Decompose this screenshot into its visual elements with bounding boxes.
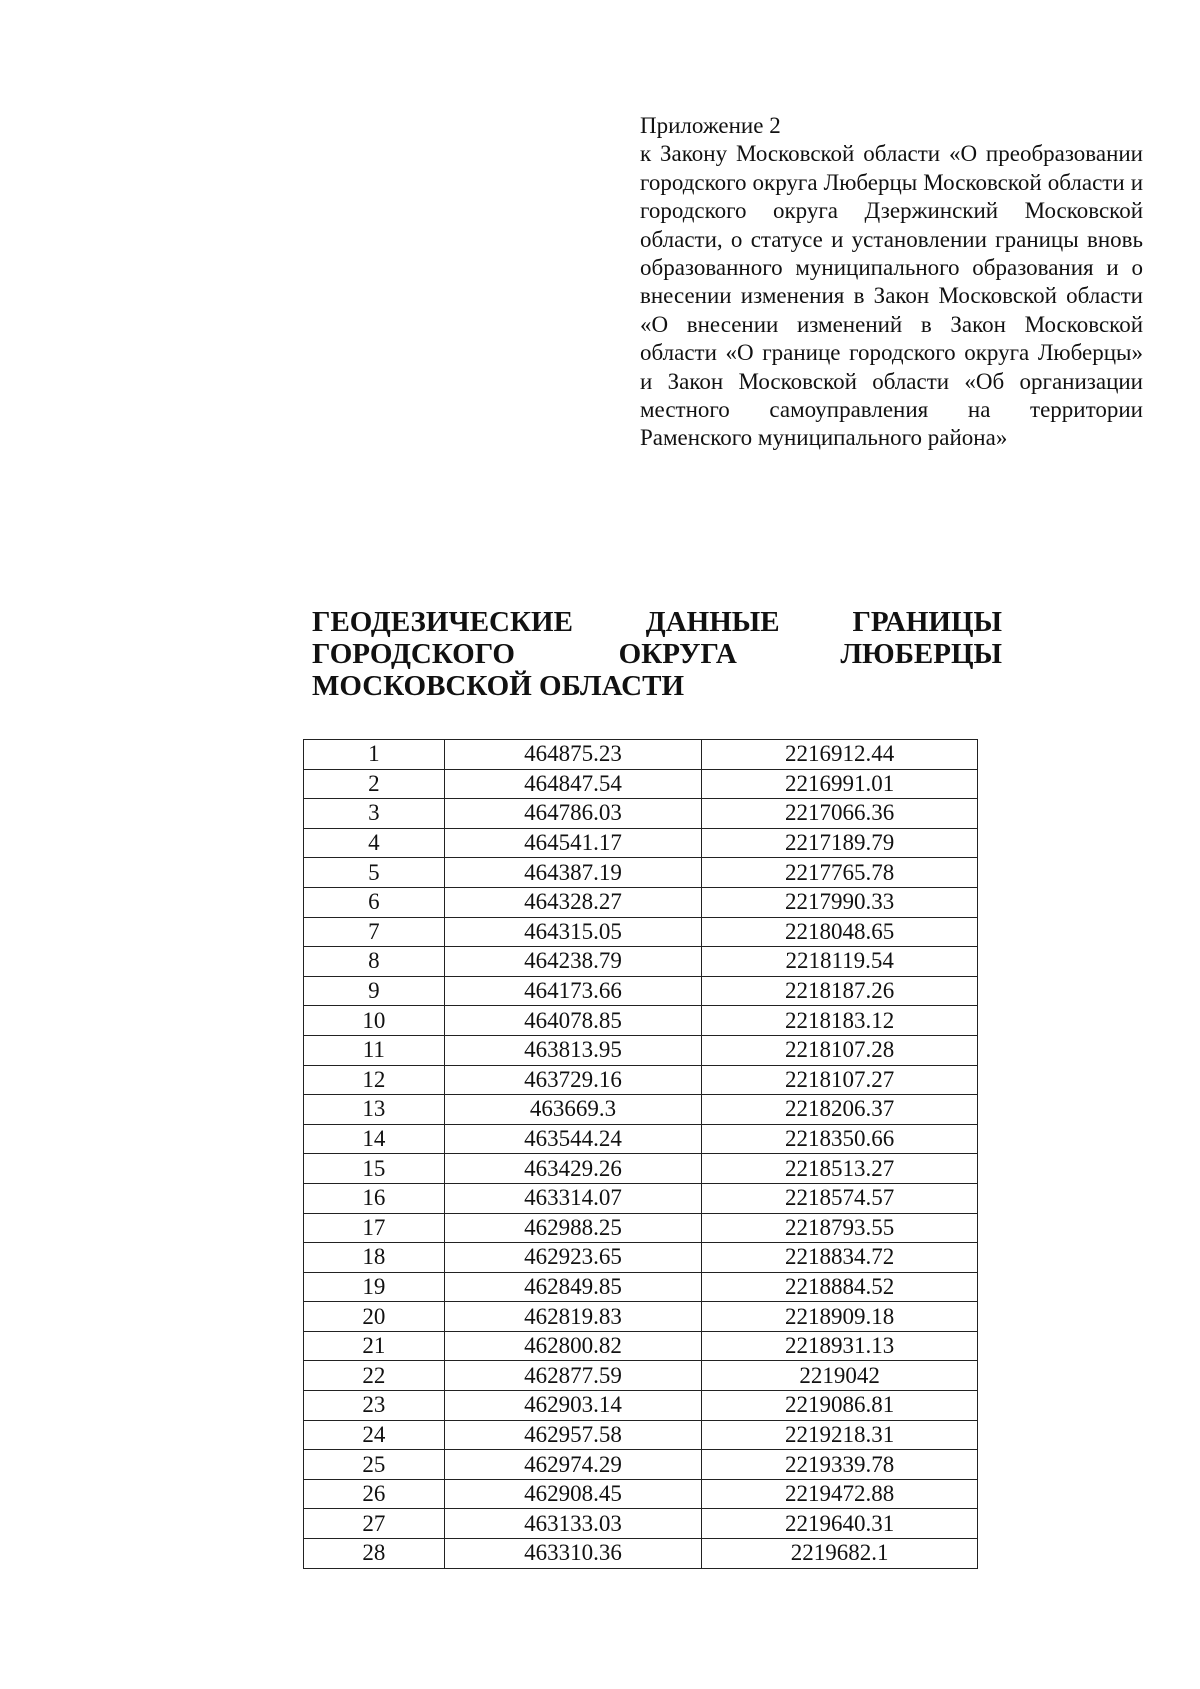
table-row xyxy=(304,769,978,799)
point-number-cell: 15 xyxy=(304,1154,445,1184)
y-coordinate-cell: 2218183.12 xyxy=(702,1006,978,1036)
table-row xyxy=(304,1006,978,1036)
table-row xyxy=(304,1391,978,1421)
table-row xyxy=(304,1183,978,1213)
x-coordinate-cell: 464786.03 xyxy=(444,799,702,829)
y-coordinate-cell: 2218793.55 xyxy=(702,1213,978,1243)
x-coordinate-cell: 464875.23 xyxy=(444,740,702,770)
x-coordinate-cell: 464078.85 xyxy=(444,1006,702,1036)
x-coordinate-cell: 462957.58 xyxy=(444,1420,702,1450)
table-row xyxy=(304,799,978,829)
point-number-cell: 1 xyxy=(304,740,445,770)
x-coordinate-cell: 463429.26 xyxy=(444,1154,702,1184)
point-number-cell: 25 xyxy=(304,1450,445,1480)
table-row xyxy=(304,1420,978,1450)
y-coordinate-cell: 2218909.18 xyxy=(702,1302,978,1332)
point-number-cell: 17 xyxy=(304,1213,445,1243)
table-row xyxy=(304,858,978,888)
y-coordinate-cell: 2219086.81 xyxy=(702,1391,978,1421)
y-coordinate-cell: 2219682.1 xyxy=(702,1539,978,1569)
y-coordinate-cell: 2218107.28 xyxy=(702,1035,978,1065)
x-coordinate-cell: 464173.66 xyxy=(444,976,702,1006)
table-row xyxy=(304,947,978,977)
y-coordinate-cell: 2218574.57 xyxy=(702,1183,978,1213)
point-number-cell: 12 xyxy=(304,1065,445,1095)
x-coordinate-cell: 462908.45 xyxy=(444,1479,702,1509)
x-coordinate-cell: 463133.03 xyxy=(444,1509,702,1539)
coordinates-table-body xyxy=(304,740,978,1569)
y-coordinate-cell: 2217990.33 xyxy=(702,887,978,917)
y-coordinate-cell: 2218119.54 xyxy=(702,947,978,977)
point-number-cell: 14 xyxy=(304,1124,445,1154)
point-number-cell: 8 xyxy=(304,947,445,977)
x-coordinate-cell: 464387.19 xyxy=(444,858,702,888)
point-number-cell: 22 xyxy=(304,1361,445,1391)
title-word: ДАННЫЕ xyxy=(645,606,780,638)
point-number-cell: 9 xyxy=(304,976,445,1006)
point-number-cell: 19 xyxy=(304,1272,445,1302)
table-row xyxy=(304,887,978,917)
appendix-label: Приложение 2 xyxy=(640,113,781,138)
x-coordinate-cell: 464328.27 xyxy=(444,887,702,917)
point-number-cell: 13 xyxy=(304,1095,445,1125)
table-row xyxy=(304,1154,978,1184)
y-coordinate-cell: 2218048.65 xyxy=(702,917,978,947)
title-line-1 xyxy=(312,606,1002,638)
point-number-cell: 7 xyxy=(304,917,445,947)
point-number-cell: 2 xyxy=(304,769,445,799)
y-coordinate-cell: 2218187.26 xyxy=(702,976,978,1006)
x-coordinate-cell: 462903.14 xyxy=(444,1391,702,1421)
point-number-cell: 4 xyxy=(304,828,445,858)
table-row xyxy=(304,1213,978,1243)
table-row xyxy=(304,1065,978,1095)
table-row xyxy=(304,1243,978,1273)
x-coordinate-cell: 464541.17 xyxy=(444,828,702,858)
y-coordinate-cell: 2219640.31 xyxy=(702,1509,978,1539)
y-coordinate-cell: 2218206.37 xyxy=(702,1095,978,1125)
table-row xyxy=(304,1450,978,1480)
y-coordinate-cell: 2219339.78 xyxy=(702,1450,978,1480)
title-line-2 xyxy=(312,638,1002,670)
document-title xyxy=(312,606,1002,702)
x-coordinate-cell: 463310.36 xyxy=(444,1539,702,1569)
table-row xyxy=(304,917,978,947)
x-coordinate-cell: 462974.29 xyxy=(444,1450,702,1480)
point-number-cell: 20 xyxy=(304,1302,445,1332)
x-coordinate-cell: 462877.59 xyxy=(444,1361,702,1391)
y-coordinate-cell: 2216912.44 xyxy=(702,740,978,770)
point-number-cell: 18 xyxy=(304,1243,445,1273)
point-number-cell: 5 xyxy=(304,858,445,888)
x-coordinate-cell: 463813.95 xyxy=(444,1035,702,1065)
table-row xyxy=(304,1479,978,1509)
y-coordinate-cell: 2218931.13 xyxy=(702,1331,978,1361)
y-coordinate-cell: 2218884.52 xyxy=(702,1272,978,1302)
x-coordinate-cell: 463669.3 xyxy=(444,1095,702,1125)
table-row xyxy=(304,1539,978,1569)
y-coordinate-cell: 2217066.36 xyxy=(702,799,978,829)
table-row xyxy=(304,828,978,858)
point-number-cell: 24 xyxy=(304,1420,445,1450)
point-number-cell: 27 xyxy=(304,1509,445,1539)
point-number-cell: 23 xyxy=(304,1391,445,1421)
y-coordinate-cell: 2218107.27 xyxy=(702,1065,978,1095)
y-coordinate-cell: 2217765.78 xyxy=(702,858,978,888)
table-row xyxy=(304,1272,978,1302)
point-number-cell: 21 xyxy=(304,1331,445,1361)
y-coordinate-cell: 2219218.31 xyxy=(702,1420,978,1450)
x-coordinate-cell: 463544.24 xyxy=(444,1124,702,1154)
x-coordinate-cell: 463314.07 xyxy=(444,1183,702,1213)
table-row xyxy=(304,1331,978,1361)
y-coordinate-cell: 2216991.01 xyxy=(702,769,978,799)
table-row xyxy=(304,1302,978,1332)
point-number-cell: 26 xyxy=(304,1479,445,1509)
y-coordinate-cell: 2217189.79 xyxy=(702,828,978,858)
title-word: ГРАНИЦЫ xyxy=(852,606,1002,638)
y-coordinate-cell: 2219042 xyxy=(702,1361,978,1391)
x-coordinate-cell: 464847.54 xyxy=(444,769,702,799)
title-word: ГЕОДЕЗИЧЕСКИЕ xyxy=(312,606,573,638)
table-row xyxy=(304,1124,978,1154)
title-word: ГОРОДСКОГО xyxy=(312,638,515,670)
point-number-cell: 10 xyxy=(304,1006,445,1036)
table-row xyxy=(304,1035,978,1065)
x-coordinate-cell: 464238.79 xyxy=(444,947,702,977)
table-row xyxy=(304,740,978,770)
point-number-cell: 16 xyxy=(304,1183,445,1213)
coordinates-table xyxy=(303,739,978,1569)
point-number-cell: 3 xyxy=(304,799,445,829)
table-row xyxy=(304,976,978,1006)
x-coordinate-cell: 462988.25 xyxy=(444,1213,702,1243)
title-line-3: МОСКОВСКОЙ ОБЛАСТИ xyxy=(312,670,685,702)
y-coordinate-cell: 2218350.66 xyxy=(702,1124,978,1154)
point-number-cell: 28 xyxy=(304,1539,445,1569)
table-row xyxy=(304,1361,978,1391)
x-coordinate-cell: 464315.05 xyxy=(444,917,702,947)
point-number-cell: 6 xyxy=(304,887,445,917)
table-row xyxy=(304,1509,978,1539)
y-coordinate-cell: 2219472.88 xyxy=(702,1479,978,1509)
y-coordinate-cell: 2218834.72 xyxy=(702,1243,978,1273)
appendix-block xyxy=(640,112,1143,453)
title-word: ОКРУГА xyxy=(618,638,737,670)
x-coordinate-cell: 462800.82 xyxy=(444,1331,702,1361)
x-coordinate-cell: 462819.83 xyxy=(444,1302,702,1332)
y-coordinate-cell: 2218513.27 xyxy=(702,1154,978,1184)
x-coordinate-cell: 462849.85 xyxy=(444,1272,702,1302)
x-coordinate-cell: 463729.16 xyxy=(444,1065,702,1095)
appendix-text: к Закону Московской области «О преобразовании городского округа Люберцы Московской области и городского округа Дзержинский Московской области, о статусе и установлении границы вновь образованного муниципального образования и о внесении изменения в Закон Московской области «О внесении изменений в Закон Московской области «О границе городского округа Люберцы» и Закон Московской области «Об организации местного самоуправления на территории Раменского муниципального района» xyxy=(640,141,1143,451)
x-coordinate-cell: 462923.65 xyxy=(444,1243,702,1273)
title-word: ЛЮБЕРЦЫ xyxy=(840,638,1002,670)
point-number-cell: 11 xyxy=(304,1035,445,1065)
table-row xyxy=(304,1095,978,1125)
